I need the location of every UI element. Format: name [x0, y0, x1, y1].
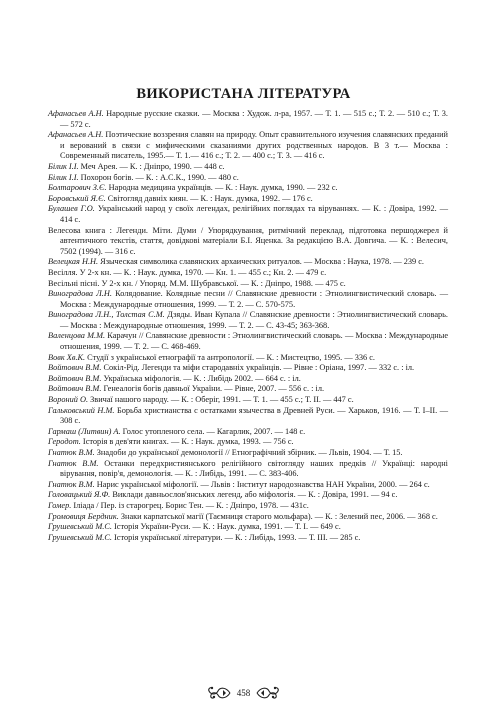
reference-author: Войтович В.М. [48, 373, 102, 383]
reference-text: Генеалогія богів давньої України. — Рівне, 2007. — 556 с. : іл. [101, 384, 325, 394]
reference-entry [48, 501, 448, 512]
reference-entry [48, 279, 448, 290]
reference-entry [48, 480, 448, 491]
reference-author: Велецкая Н.Н. [48, 257, 99, 267]
reference-entry [48, 406, 448, 427]
reference-entry [48, 226, 448, 258]
reference-author: Гнатюк В.М. [48, 479, 95, 489]
reference-text: Весільні пісні. У 2-х кн. / Упоряд. М.М. Шубравської. — К. : Дніпро, 1988. — 475 с. [48, 278, 346, 288]
reference-entry [48, 109, 448, 130]
reference-text: Похорон богів. — К. : А.С.К., 1990. — 480 с. [78, 172, 239, 182]
reference-text: Виклади давньослов'янських легенд, або міфологія. — К. : Довіра, 1991. — 94 с. [110, 490, 398, 500]
reference-text: Історія української літератури. — К. : Либідь, 1993. — Т. III. — 285 с. [111, 532, 361, 542]
reference-author: Геродот. [48, 437, 81, 447]
reference-entry [48, 395, 448, 406]
reference-entry [48, 427, 448, 438]
reference-text: Історія України-Руси. — К. : Наук. думка, 1991. — Т. І. — 649 с. [111, 522, 341, 532]
reference-entry [48, 384, 448, 395]
reference-author: Гомер. [48, 500, 72, 510]
reference-author: Вороний О. [48, 395, 89, 405]
reference-author: Афанасьев А.Н. [48, 109, 104, 118]
reference-author: Войтович В.М. [48, 363, 102, 373]
reference-entry [48, 204, 448, 225]
reference-entry [48, 162, 448, 173]
reference-entry [48, 173, 448, 184]
reference-entry [48, 310, 448, 331]
page-footer [0, 682, 487, 704]
reference-author: Боровський Я.Є. [48, 193, 106, 203]
reference-author: Валенцова М.М. [48, 331, 106, 341]
reference-entry [48, 374, 448, 385]
reference-text: Знаки карпатської магії (Таємниця старого мольфара). — К. : Зелений пес, 2006. — 368 с. [118, 511, 438, 521]
reference-text: Весілля. У 2-х кн. — К. : Наук. думка, 1970. — Кн. 1. — 455 с.; Кн. 2. — 479 с. [48, 267, 327, 277]
reference-text: Поэтические воззрения славян на природу. Опыт сравнительного изучения славянских преданий и верований в связи с мифическими сказаниями других родственных народов. В 3 т.— Москва : Современный писатель, 1995.— Т. 1.— 416 с.; Т. 2. — 400 с.; Т. 3. — 416 с. [60, 130, 448, 161]
reference-author: Виноградова Л.Н., Толстая С.М. [48, 310, 165, 320]
reference-entry [48, 289, 448, 310]
reference-entry [48, 437, 448, 448]
reference-text: Студії з української етнографії та антропології. — К. : Мистецтво, 1995. — 336 с. [85, 352, 375, 362]
reference-text: Історія в дев'яти книгах. — К. : Наук. думка, 1993. — 756 с. [80, 437, 294, 447]
reference-text: Світогляд давніх киян. — К. : Наук. думка, 1992. — 176 с. [105, 193, 313, 203]
reference-text: Іліада / Пер. із старогрец. Борис Тен. — К. : Дніпро, 1978. — 431с. [71, 500, 309, 510]
reference-entry [48, 490, 448, 501]
reference-entry [48, 522, 448, 533]
reference-author: Булашев Г.О. [48, 204, 95, 214]
reference-author: Войтович В.М. [48, 384, 102, 394]
reference-author: Білик І.І. [48, 172, 79, 182]
reference-entry [48, 331, 448, 352]
reference-entry [48, 194, 448, 205]
reference-entry [48, 268, 448, 279]
reference-text: Народные русские сказки. — Москва : Худож. л-ра, 1957. — Т. 1. — 515 с.; Т. 2. — 510 с.; Т. 3. — 572 с. [60, 109, 448, 129]
page-title: ВИКОРИСТАНА ЛІТЕРАТУРА [136, 86, 351, 102]
reference-text: Борьба христианства с остатками язычества в Древней Руси. — Харьков, 1916. — Т. I–II. — 308 с. [60, 405, 448, 426]
reference-author: Болтарович З.Є. [48, 183, 107, 193]
reference-entry [48, 533, 448, 544]
reference-text: Українська міфологія. — К. : Либідь 2002. — 664 с. : іл. [101, 373, 301, 383]
reference-text: Колядование. Колядные песни // Славянские древности : Этнолингвистический словарь. — Москва : Международные отношения, 1999. — Т. 2. — С. 570-575. [60, 289, 448, 309]
reference-list [48, 109, 448, 543]
reference-entry [48, 353, 448, 364]
reference-text: Український народ у своїх легендах, релігійних поглядах та віруваннях. — К. : Довіра, 1992. — 414 с. [60, 204, 448, 224]
reference-text: Языческая символика славянских архаических ритуалов. — Москва : Наука, 1978. — 239 с. [98, 257, 425, 267]
ornament-left-icon [206, 685, 232, 701]
reference-entry [48, 459, 448, 480]
reference-entry [48, 257, 448, 268]
reference-text: Останки передхристиянського релігійного світогляду наших предків // Українці: народні вірування, повір'я, демонологія. — К. : Либідь, 1991. — С. 383-406. [60, 458, 448, 479]
reference-author: Гнатюк В.М. [48, 448, 95, 457]
reference-author: Вовк Хв.К. [48, 352, 86, 362]
reference-author: Гармаш (Литвин) А. [48, 426, 121, 436]
reference-text: Сокіл-Рід. Легенди та міфи стародавніх українців. — Рівне : Оріана, 1997. — 332 с. : іл. [101, 363, 415, 373]
reference-text: Карачун // Славянские древности : Этнолингвистический словарь. — Москва : Международные отношения, 1999. — Т. 2. — С. 468-469. [60, 331, 449, 352]
reference-text: Знадоби до української демонології // Етнографічний збірник. — Львів, 1904. — Т. 15. [94, 448, 403, 457]
reference-author: Грушевський М.С. [48, 522, 112, 532]
reference-text: Меч Арея. — К. : Дніпро, 1990. — 448 с. [78, 161, 225, 171]
reference-author: Грушевський М.С. [48, 532, 112, 542]
reference-text: Нарис української міфології. — Львів : Інститут народознавства НАН України, 2000. — 264 с. [94, 479, 430, 489]
reference-author: Гнатюк В.М. [48, 458, 99, 468]
reference-author: Гальковський Н.М. [48, 405, 115, 415]
reference-author: Громовиця Бердник. [48, 511, 119, 521]
ornament-right-icon [255, 685, 281, 701]
reference-text: Голос утопленого села. — Кагарлик, 2007. — 148 с. [120, 426, 306, 436]
reference-text: Звичаї нашого народу. — К. : Оберіг, 1991. — Т. 1. — 455 с.; Т. II. — 447 с. [88, 395, 354, 405]
reference-author: Афанасьев А.Н. [48, 130, 104, 140]
reference-text: Велесова книга : Легенди. Міти. Думи / Упорядкування, ритмічний переклад, підготовка першоджерел й автентичного текстів, стаття, довідкові матеріали Б.І. Яценка. За редакцією В.А. Довгича. — К. : Велесич, 7502 (1994). — 316 с. [48, 225, 448, 256]
reference-author: Головацький Я.Ф. [48, 490, 111, 500]
reference-text: Дзяды. Иван Купала // Славянские древности : Этнолингвистический словарь. — Москва : Международные отношения, 1999. — Т. 2. — С. 43-45; 363-368. [60, 310, 449, 330]
reference-entry [48, 363, 448, 374]
reference-entry [48, 512, 448, 523]
page-number: 458 [236, 688, 251, 698]
reference-text: Народна медицина українців. — К. : Наук. думка, 1990. — 232 с. [106, 183, 338, 193]
reference-author: Виноградова Л.Н. [48, 289, 112, 299]
reference-entry [48, 183, 448, 194]
reference-entry [48, 448, 448, 459]
reference-author: Білик І.І. [48, 161, 79, 171]
reference-entry [48, 130, 448, 162]
